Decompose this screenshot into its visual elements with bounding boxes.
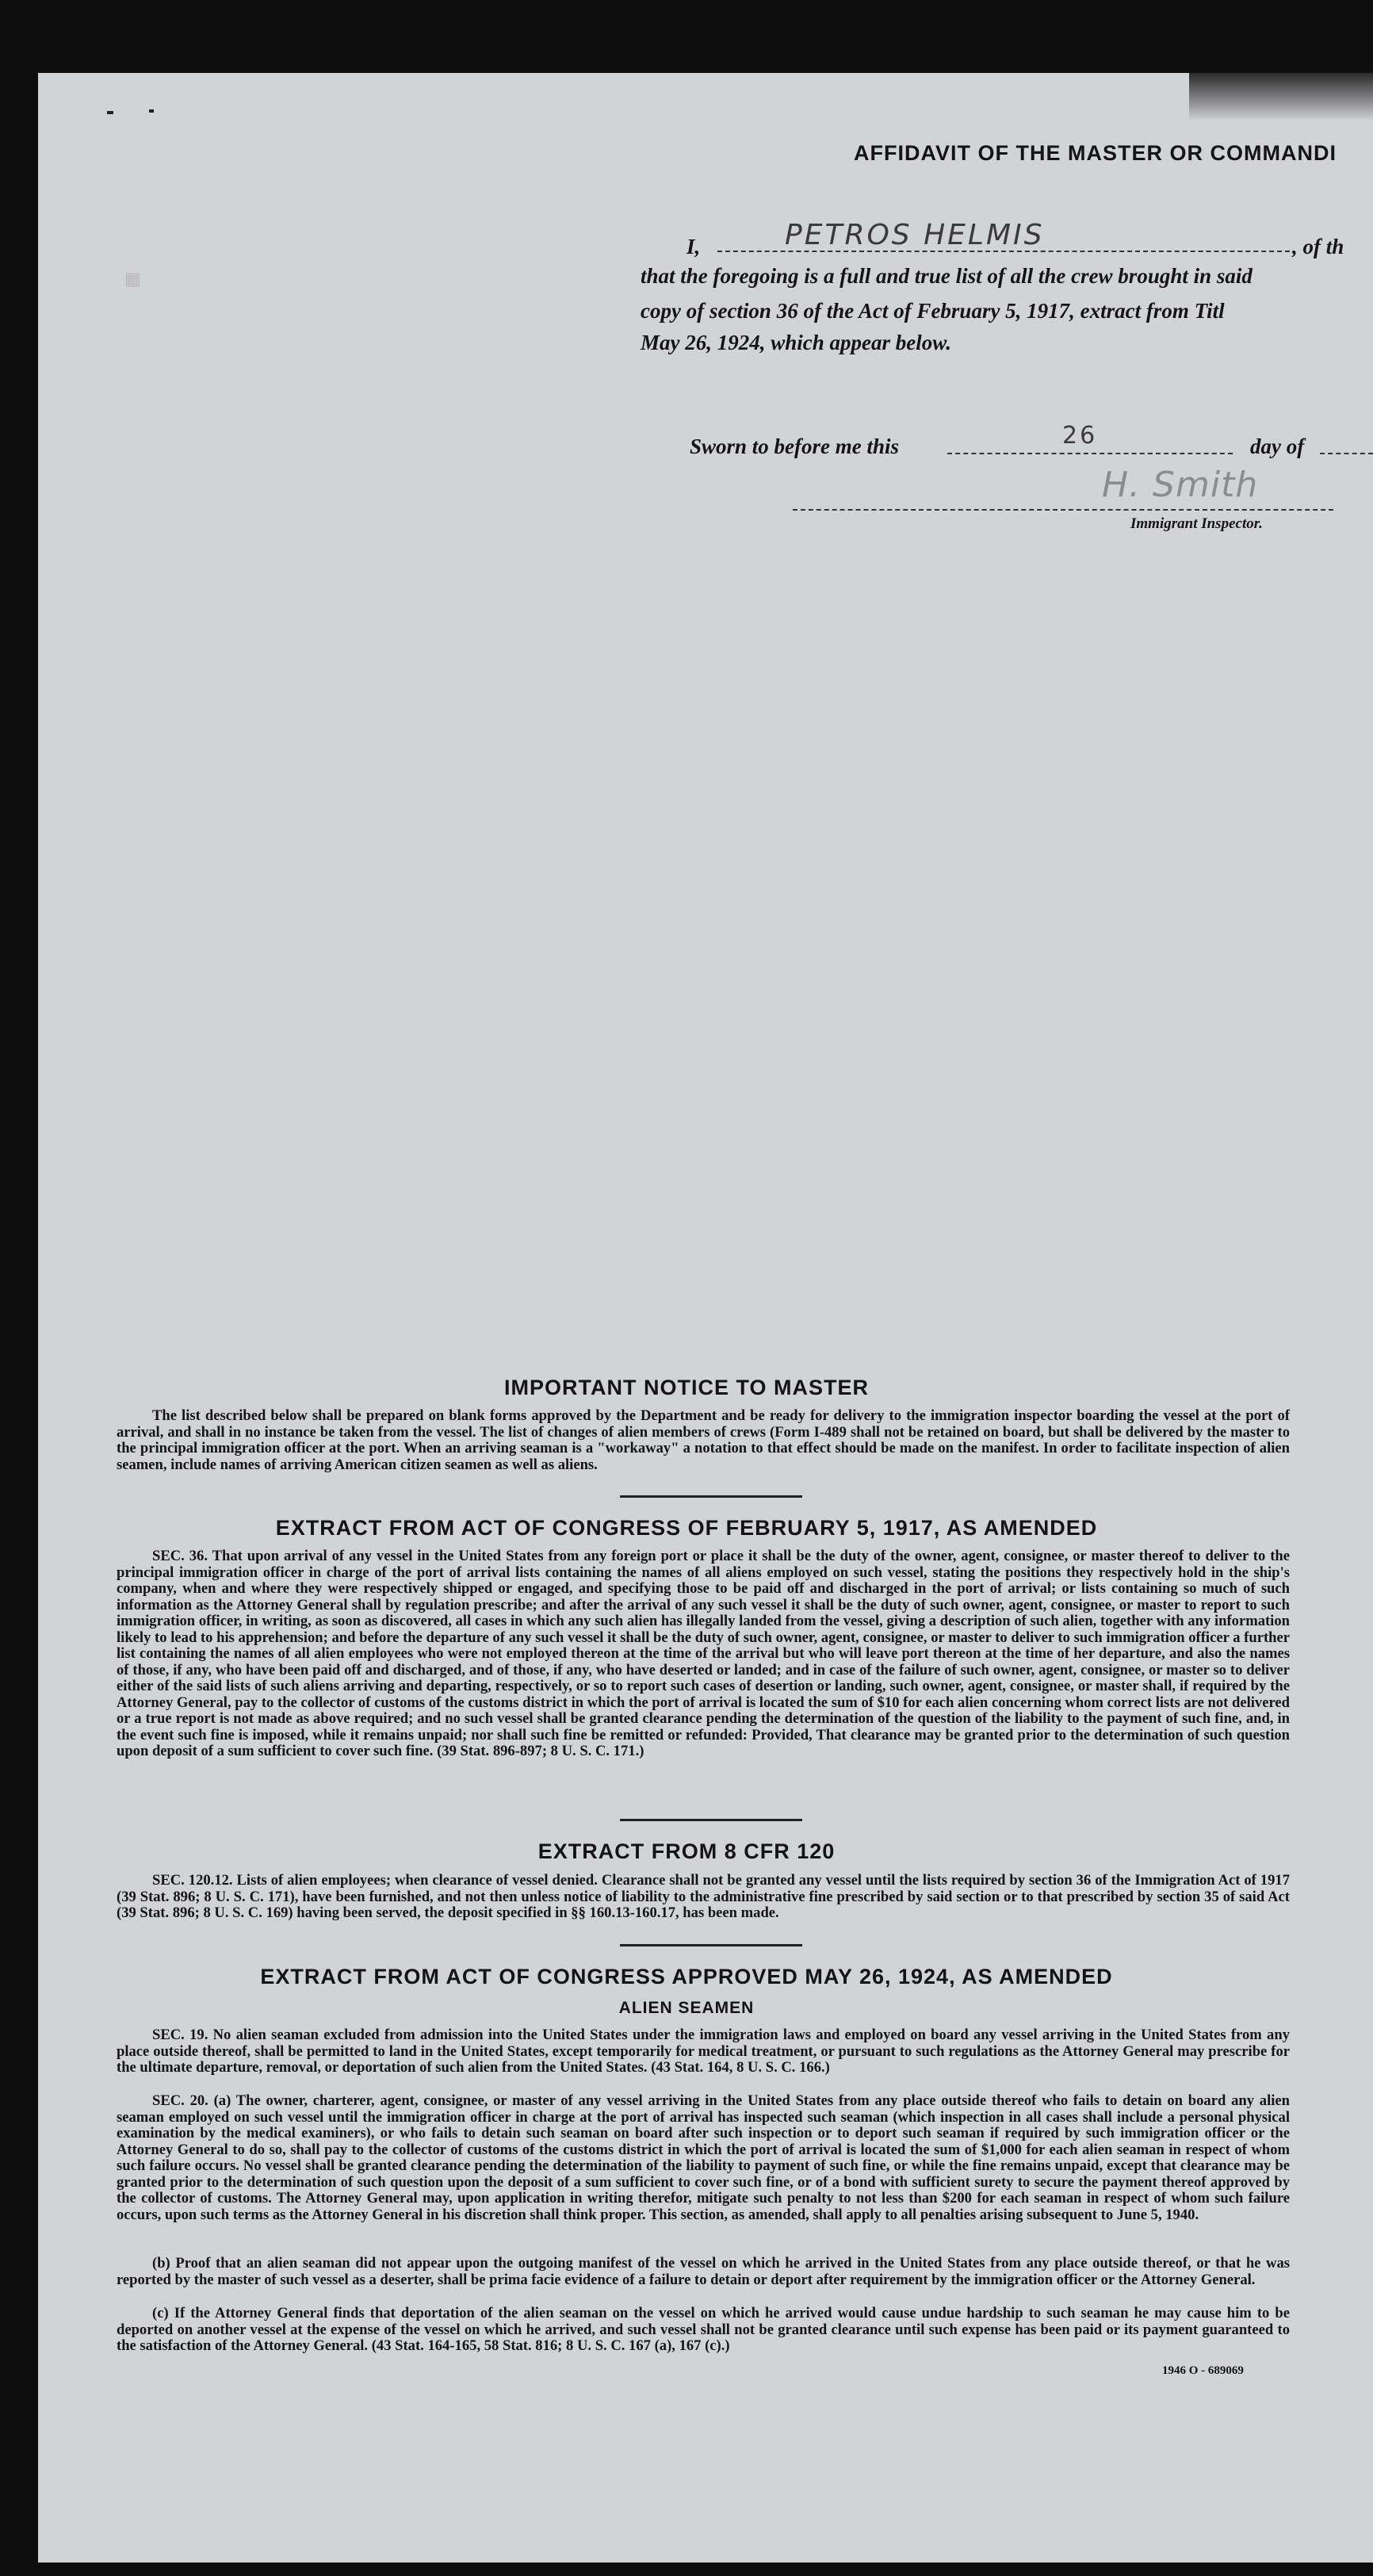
affidavit-heading: AFFIDAVIT OF THE MASTER OR COMMANDI bbox=[854, 141, 1337, 165]
sworn-text: Sworn to before me this bbox=[690, 434, 900, 458]
section-divider bbox=[620, 1495, 802, 1498]
extract-1924-para2: SEC. 20. (a) The owner, charterer, agent, consignee, or master of any vessel arriving in the United States from any place outside thereof who fails to detain on board any alien seaman employed on such vessel until the immigration officer in charge at the port of arrival has inspected such seaman (which inspection in all cases shall include a personal physical examination by the medical examiners), or who fails to detain such seaman on board after such inspection or to deport such seaman if required by such immigration officer or the Attorney General to do so, shall pay to the collector of customs of the customs district in which the port of arrival is located the sum of $1,000 for each alien seaman in respect of whom such failure occurs. No vessel shall be granted clearance pending the determination of the liability to payment of such fine, or while the fine remains unpaid, except that clearance may be granted prior to the determination of such question upon the deposit of a sum sufficient to cover such fine, or of a bond with sufficient surety to secure the payment thereof approved by the collector of customs. The Attorney General may, upon application in writing therefor, mitigate such penalty to not less than $200 for each seaman in respect of whom such failure occurs, upon such terms as the Attorney General in his discretion shall think proper. This section, as amended, shall apply to all penalties arising subsequent to June 5, 1940. bbox=[117, 2092, 1290, 2223]
affidavit-line3: copy of section 36 of the Act of February 5, 1917, extract from Titl bbox=[641, 299, 1225, 323]
section-divider bbox=[620, 1944, 802, 1946]
extract-1924-title: EXTRACT FROM ACT OF CONGRESS APPROVED MAY 26, 1924, AS AMENDED bbox=[260, 1965, 1113, 1988]
notice-text: The list described below shall be prepared on blank forms approved by the Department and be ready for delivery to the immigration inspector boarding the vessel at the port of arrival, and shall in no instance be taken from the vessel. The list of changes of alien members of crews (Form I-489 shall not be retained on board, but shall be delivered by the master to the principal immigration officer at the port. When an arriving seaman is a "workaway" a notation to that effect should be made on the manifest. In order to facilitate inspection of alien seamen, include names of arriving American citizen seamen as well as aliens. bbox=[117, 1407, 1290, 1473]
speck bbox=[149, 109, 154, 113]
extract-1924-subtitle: ALIEN SEAMEN bbox=[618, 1999, 755, 2017]
extract-1924-para3: (b) Proof that an alien seaman did not appear upon the outgoing manifest of the vessel on which he arrived in the United States from any place outside thereof, or that he was reported by the master of such vessel as a deserter, shall be prima facie evidence of a failure to detain or deport after requirement by the immigration officer or the Attorney General. bbox=[117, 2255, 1290, 2288]
handwritten-day: 26 bbox=[1062, 422, 1098, 450]
inspector-signature: H. Smith bbox=[1102, 465, 1259, 505]
affidavit-line1-prefix: I, bbox=[686, 235, 701, 258]
affidavit-line4: May 26, 1924, which appear below. bbox=[641, 331, 952, 354]
handwritten-name: PETROS HELMIS bbox=[785, 219, 1045, 251]
extract-8cfr-text: SEC. 120.12. Lists of alien employees; when clearance of vessel denied. Clearance shall not be granted any vessel until the lists required by section 36 of the Immigration Act of 1917 (39 Stat. 896; 8 U. S. C. 171), have been furnished, and not then unless notice of liability to the administrative fine prescribed by said section or to that prescribed by section 35 of said Act (39 Stat. 896; 8 U. S. C. 169) having been served, the deposit specified in §§ 160.13-160.17, has been made. bbox=[117, 1872, 1290, 1921]
speck bbox=[107, 111, 113, 114]
affidavit-line2: that the foregoing is a full and true list of all the crew brought in said bbox=[641, 264, 1253, 288]
month-blank bbox=[1320, 437, 1373, 454]
inspector-caption: Immigrant Inspector. bbox=[1130, 515, 1263, 532]
affidavit-line1-suffix: , of th bbox=[1292, 235, 1344, 258]
extract-1917-text: SEC. 36. That upon arrival of any vessel in the United States from any foreign port or place it shall be the duty of the owner, agent, consignee, or master thereof to deliver to the principal immigration officer in charge of the port of arrival lists containing the names of all aliens employed on such vessel, stating the positions they respectively hold in the ship's company, when and where they were respectively shipped or engaged, and specifying those to be paid off and discharged in the port of arrival; or lists containing so much of such information as the Attorney General shall by regulation prescribe; and after the arrival of any such vessel it shall be the duty of such owner, agent, consignee, or master to report to such immigration officer, in writing, as soon as discovered, all cases in which any such alien has illegally landed from the vessel, giving a description of such alien, together with any information likely to lead to his apprehension; and before the departure of any such vessel it shall be the duty of such owner, agent, consignee, or master to deliver to such immigration officer a further list containing the names of all alien employees who were not employed thereon at the time of the arrival but who will leave port thereon at the time of her departure, and also the names of those, if any, who have been paid off and discharged, and of those, if any, who have deserted or landed; and in case of the failure of such owner, agent, consignee, or master so to deliver either of the said lists of such aliens arriving and departing, respectively, or so to report such cases of desertion or landing, such owner, agent, consignee, or master shall, if required by the Attorney General, pay to the collector of customs of the customs district in which the port of arrival is located the sum of $10 for each alien concerning whom correct lists are not delivered or a true report is not made as above required; and no such vessel shall be granted clearance pending the determination of the question of the liability to the payment of such fine, and, in the event such fine is imposed, while it remains unpaid; nor shall such fine be remitted or refunded: Provided, That clearance may be granted prior to the determination of such question upon deposit of a sum sufficient to cover such fine. (39 Stat. 896-897; 8 U. S. C. 171.) bbox=[117, 1548, 1290, 1759]
section-divider bbox=[620, 1819, 802, 1821]
day-of-text: day of bbox=[1250, 434, 1305, 458]
extract-1924-para1: SEC. 19. No alien seaman excluded from admission into the United States under the immigration laws and employed on board any vessel arriving in the United States from any place outside thereof, shall be permitted to land in the United States, except temporarily for medical treatment, or pursuant to such regulations as the Attorney General may prescribe for the ultimate departure, removal, or deportation of such alien from the United States. (43 Stat. 164, 8 U. S. C. 166.) bbox=[117, 2027, 1290, 2076]
extract-1924-para4: (c) If the Attorney General finds that deportation of the alien seaman on the vessel on which he arrived would cause undue hardship to such seaman he may cause him to be deported on another vessel at the expense of the vessel on which he arrived, and such vessel shall not be granted clearance until such expense has been paid or its payment guaranteed to the satisfaction of the Attorney General. (43 Stat. 164-165, 58 Stat. 816; 8 U. S. C. 167 (a), 167 (c).) bbox=[117, 2305, 1290, 2354]
signature-line bbox=[793, 495, 1333, 511]
extract-1917-title: EXTRACT FROM ACT OF CONGRESS OF FEBRUARY 5, 1917, AS AMENDED bbox=[275, 1516, 1098, 1540]
notice-title: IMPORTANT NOTICE TO MASTER bbox=[504, 1376, 869, 1399]
faint-stamp-mark: ▦ bbox=[124, 270, 141, 289]
page-corner-shadow bbox=[1189, 73, 1373, 121]
extract-8cfr-title: EXTRACT FROM 8 CFR 120 bbox=[537, 1839, 836, 1863]
print-code: 1946 O - 689069 bbox=[1162, 2364, 1244, 2377]
